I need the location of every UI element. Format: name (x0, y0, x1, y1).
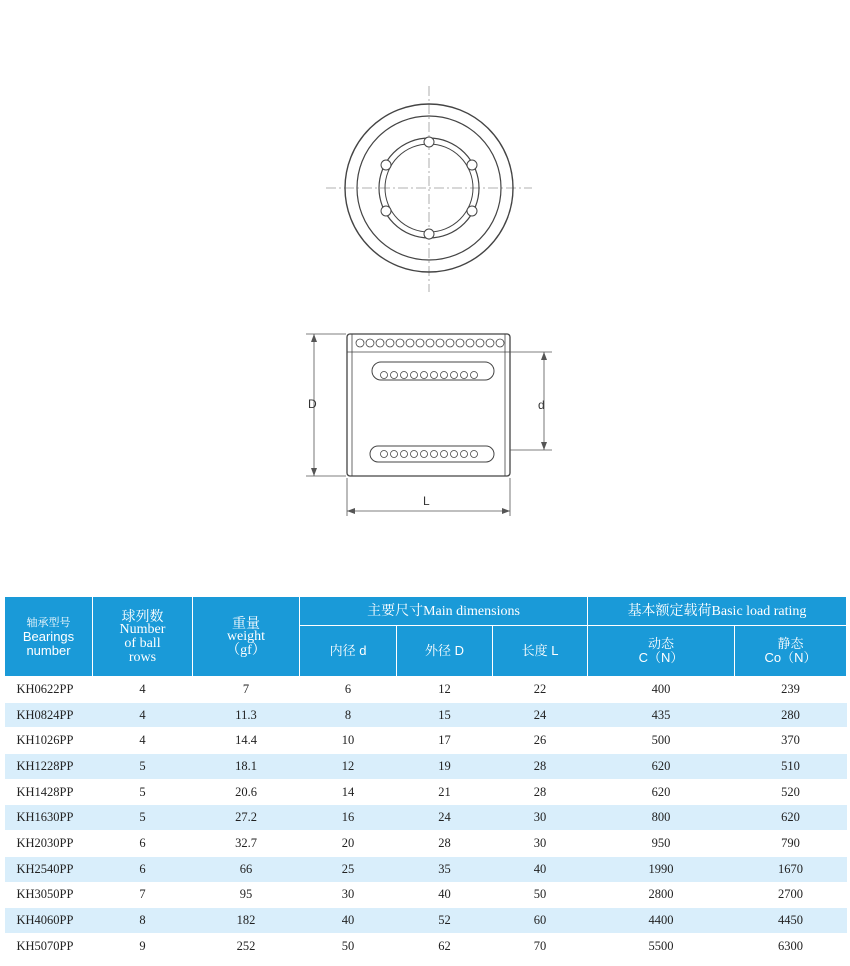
cell-bearing-number: KH1228PP (5, 754, 93, 780)
cell-inner-diameter: 10 (300, 728, 397, 754)
bearing-front-view (326, 86, 532, 292)
cell-length: 24 (493, 702, 588, 728)
cell-bearing-number: KH1630PP (5, 805, 93, 831)
cell-bearing-number: KH2540PP (5, 856, 93, 882)
inner-diameter-label: d (538, 398, 545, 412)
specifications-table (4, 596, 847, 960)
cell-length: 40 (493, 856, 588, 882)
cell-static-load: 520 (735, 779, 847, 805)
cell-weight: 11.3 (193, 702, 300, 728)
cell-length: 70 (493, 933, 588, 959)
cell-inner-diameter: 50 (300, 933, 397, 959)
cell-static-load: 4450 (735, 908, 847, 934)
cell-dynamic-load: 5500 (588, 933, 735, 959)
cell-dynamic-load: 1990 (588, 856, 735, 882)
cell-weight: 18.1 (193, 754, 300, 780)
table-row (5, 805, 847, 831)
cell-outer-diameter: 17 (397, 728, 493, 754)
cell-ball-rows: 4 (93, 728, 193, 754)
table-row (5, 754, 847, 780)
cell-ball-rows: 6 (93, 856, 193, 882)
cell-ball-rows: 9 (93, 933, 193, 959)
cell-length: 60 (493, 908, 588, 934)
header-dynamic-load: 动态 C（N） (588, 626, 735, 677)
cell-length: 30 (493, 831, 588, 857)
cell-outer-diameter: 21 (397, 779, 493, 805)
cell-weight: 7 (193, 677, 300, 703)
cell-weight: 252 (193, 933, 300, 959)
cell-outer-diameter: 35 (397, 856, 493, 882)
cell-ball-rows: 6 (93, 831, 193, 857)
cell-static-load: 790 (735, 831, 847, 857)
cell-length: 28 (493, 754, 588, 780)
cell-ball-rows: 5 (93, 754, 193, 780)
cell-weight: 27.2 (193, 805, 300, 831)
cell-outer-diameter: 62 (397, 933, 493, 959)
table-row (5, 908, 847, 934)
table-row (5, 831, 847, 857)
cell-bearing-number: KH0622PP (5, 677, 93, 703)
cell-ball-rows: 8 (93, 908, 193, 934)
cell-dynamic-load: 620 (588, 754, 735, 780)
header-length: 长度 L (493, 626, 588, 677)
cell-inner-diameter: 25 (300, 856, 397, 882)
cell-ball-rows: 4 (93, 677, 193, 703)
cell-bearing-number: KH5070PP (5, 933, 93, 959)
cell-ball-rows: 7 (93, 882, 193, 908)
cell-bearing-number: KH3050PP (5, 882, 93, 908)
cell-static-load: 620 (735, 805, 847, 831)
bearing-side-view (347, 334, 510, 476)
cell-static-load: 6300 (735, 933, 847, 959)
cell-dynamic-load: 500 (588, 728, 735, 754)
dimension-lines (306, 334, 552, 516)
cell-dynamic-load: 400 (588, 677, 735, 703)
cell-length: 30 (493, 805, 588, 831)
cell-ball-rows: 4 (93, 702, 193, 728)
cell-inner-diameter: 14 (300, 779, 397, 805)
cell-inner-diameter: 12 (300, 754, 397, 780)
table-row (5, 779, 847, 805)
cell-weight: 66 (193, 856, 300, 882)
table-row (5, 856, 847, 882)
cell-length: 50 (493, 882, 588, 908)
table-row (5, 702, 847, 728)
cell-static-load: 280 (735, 702, 847, 728)
header-basic-load-rating: 基本额定载荷Basic load rating (588, 597, 847, 626)
cell-ball-rows: 5 (93, 805, 193, 831)
cell-outer-diameter: 15 (397, 702, 493, 728)
cell-static-load: 1670 (735, 856, 847, 882)
cell-dynamic-load: 800 (588, 805, 735, 831)
cell-weight: 14.4 (193, 728, 300, 754)
cell-weight: 20.6 (193, 779, 300, 805)
cell-static-load: 370 (735, 728, 847, 754)
cell-inner-diameter: 16 (300, 805, 397, 831)
cell-length: 22 (493, 677, 588, 703)
cell-dynamic-load: 435 (588, 702, 735, 728)
cell-ball-rows: 5 (93, 779, 193, 805)
cell-weight: 32.7 (193, 831, 300, 857)
header-bearing-number: 轴承型号 Bearings number (5, 597, 93, 677)
cell-weight: 95 (193, 882, 300, 908)
cell-outer-diameter: 40 (397, 882, 493, 908)
table-row (5, 677, 847, 703)
cell-dynamic-load: 2800 (588, 882, 735, 908)
cell-bearing-number: KH1428PP (5, 779, 93, 805)
header-outer-diameter: 外径 D (397, 626, 493, 677)
header-weight: 重量 weight （gf） (193, 597, 300, 677)
cell-inner-diameter: 40 (300, 908, 397, 934)
cell-inner-diameter: 8 (300, 702, 397, 728)
cell-outer-diameter: 28 (397, 831, 493, 857)
cell-outer-diameter: 19 (397, 754, 493, 780)
cell-inner-diameter: 6 (300, 677, 397, 703)
header-inner-diameter: 内径 d (300, 626, 397, 677)
header-main-dimensions: 主要尺寸Main dimensions (300, 597, 588, 626)
cell-outer-diameter: 52 (397, 908, 493, 934)
cell-outer-diameter: 12 (397, 677, 493, 703)
table-row (5, 933, 847, 959)
cell-length: 26 (493, 728, 588, 754)
cell-dynamic-load: 950 (588, 831, 735, 857)
cell-static-load: 2700 (735, 882, 847, 908)
cell-inner-diameter: 20 (300, 831, 397, 857)
cell-weight: 182 (193, 908, 300, 934)
cell-bearing-number: KH4060PP (5, 908, 93, 934)
cell-inner-diameter: 30 (300, 882, 397, 908)
outer-diameter-label: D (308, 397, 317, 411)
cell-bearing-number: KH1026PP (5, 728, 93, 754)
cell-static-load: 239 (735, 677, 847, 703)
cell-static-load: 510 (735, 754, 847, 780)
cell-bearing-number: KH0824PP (5, 702, 93, 728)
cell-outer-diameter: 24 (397, 805, 493, 831)
header-ball-rows: 球列数 Number of ball rows (93, 597, 193, 677)
cell-length: 28 (493, 779, 588, 805)
header-static-load: 静态 Co（N） (735, 626, 847, 677)
cell-bearing-number: KH2030PP (5, 831, 93, 857)
table-row (5, 728, 847, 754)
cell-dynamic-load: 4400 (588, 908, 735, 934)
cell-dynamic-load: 620 (588, 779, 735, 805)
length-label: L (423, 494, 430, 508)
table-row (5, 882, 847, 908)
